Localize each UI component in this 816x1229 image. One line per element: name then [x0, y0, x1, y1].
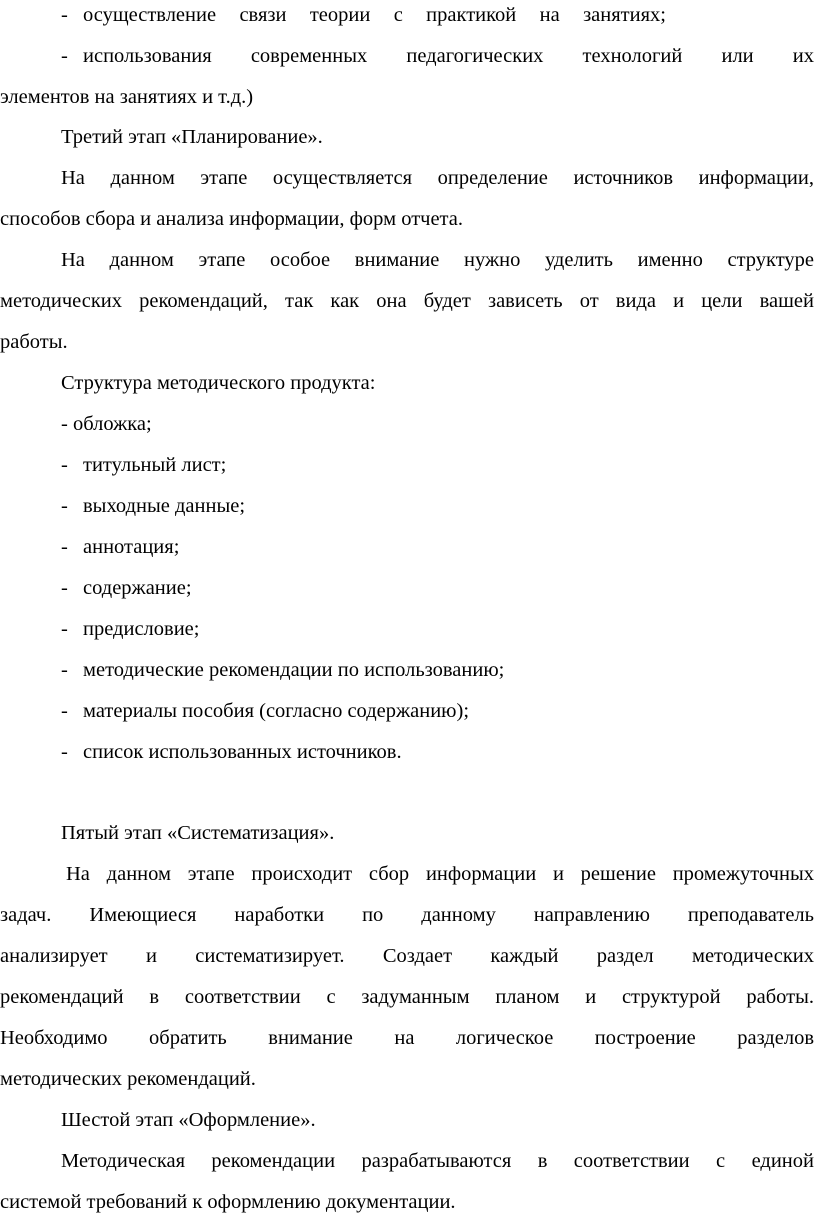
paragraph-line: рекомендаций в соответствии с задуманным планом и структурой работы. [0, 986, 814, 1008]
section-title-stage3: Третий этап «Планирование». [61, 126, 323, 148]
paragraph-line: Методическая рекомендации разрабатываются в соответствии с единой [61, 1150, 814, 1172]
bullet-text: использования современных педагогических технологий или их [83, 45, 814, 67]
paragraph-line: системой требований к оформлению документации. [0, 1191, 456, 1213]
dash: - [61, 659, 68, 681]
paragraph-line: Необходимо обратить внимание на логическое построение разделов [0, 1027, 814, 1049]
list-item [0, 614, 816, 644]
list-item-text: список использованных источников. [83, 741, 402, 763]
list-item [0, 532, 816, 562]
dash: - [61, 618, 68, 640]
list-item-text: выходные данные; [83, 495, 246, 517]
dash: - [61, 4, 68, 26]
paragraph-line: анализирует и систематизирует. Создает каждый раздел методических [0, 945, 814, 967]
list-item [0, 450, 816, 480]
list-item [0, 696, 816, 726]
section-title-stage6: Шестой этап «Оформление». [61, 1109, 316, 1131]
dash: - [61, 495, 68, 517]
paragraph-line: элементов на занятиях и т.д.) [0, 86, 254, 108]
list-item-text: аннотация; [83, 536, 180, 558]
list-item-text: методические рекомендации по использованию; [83, 659, 505, 681]
list-item [0, 737, 816, 767]
dash: - [61, 700, 68, 722]
structure-title: Структура методического продукта: [61, 372, 376, 394]
paragraph-line: работы. [0, 331, 68, 353]
dash: - [61, 454, 68, 476]
dash: - [61, 577, 68, 599]
paragraph-line: методических рекомендаций, так как она будет зависеть от вида и цели вашей [0, 290, 814, 312]
paragraph-line: На данном этапе происходит сбор информации и решение промежуточных [66, 863, 814, 885]
list-item-text: титульный лист; [83, 454, 227, 476]
bullet-text: осуществление связи теории с практикой на занятиях; [83, 4, 666, 26]
bullet-line [0, 0, 816, 30]
list-item [0, 655, 816, 685]
paragraph-line: задач. Имеющиеся наработки по данному направлению преподаватель [0, 904, 814, 926]
list-item-text: материалы пособия (согласно содержанию); [83, 700, 470, 722]
paragraph-line: методических рекомендаций. [0, 1068, 256, 1090]
dash: - [61, 45, 68, 67]
list-item [0, 573, 816, 603]
paragraph-line: На данном этапе осуществляется определение источников информации, [61, 167, 814, 189]
list-item [0, 491, 816, 521]
dash: - [61, 536, 68, 558]
section-title-stage5: Пятый этап «Систематизация». [61, 822, 335, 844]
list-item-text: содержание; [83, 577, 192, 599]
list-item: - обложка; [61, 413, 152, 435]
list-item-text: предисловие; [83, 618, 200, 640]
paragraph-line: На данном этапе особое внимание нужно уделить именно структуре [61, 249, 814, 271]
paragraph-line: способов сбора и анализа информации, форм отчета. [0, 208, 463, 230]
bullet-line [0, 41, 816, 71]
dash: - [61, 741, 68, 763]
